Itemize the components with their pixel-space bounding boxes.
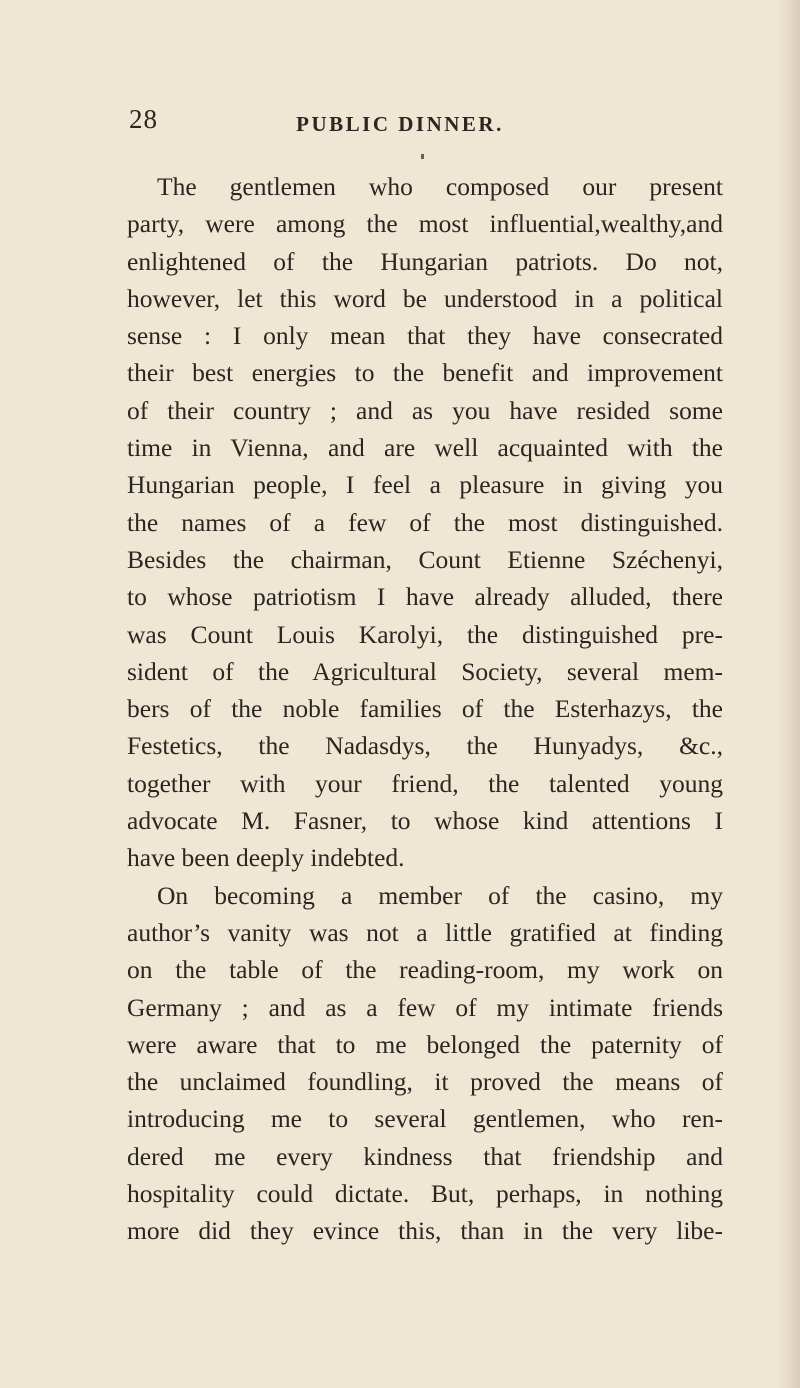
printer-mark xyxy=(421,154,424,159)
text-line: On becoming a member of the casino, my xyxy=(157,880,723,910)
text-line: to whose patriotism I have already alluded, there xyxy=(127,582,723,612)
text-line: dered me every kindness that friendship and xyxy=(127,1141,723,1171)
text-line: party, were among the most influential,wealthy,and xyxy=(127,209,723,239)
text-line: have been deeply indebted. xyxy=(127,843,405,873)
text-line: together with your friend, the talented young xyxy=(127,768,723,798)
body-text xyxy=(127,168,723,1250)
text-line: sense : I only mean that they have consecrated xyxy=(127,321,723,351)
text-line: however, let this word be understood in a political xyxy=(127,283,723,313)
text-line: the unclaimed foundling, it proved the means of xyxy=(127,1067,723,1097)
text-line: hospitality could dictate. But, perhaps, in nothing xyxy=(127,1179,723,1209)
text-line: was Count Louis Karolyi, the distinguished pre- xyxy=(127,619,723,649)
text-line: author’s vanity was not a little gratified at finding xyxy=(127,917,723,947)
text-line: sident of the Agricultural Society, several mem- xyxy=(127,656,723,686)
text-line: more did they evince this, than in the very libe- xyxy=(127,1216,723,1246)
text-line: the names of a few of the most distinguished. xyxy=(127,507,723,537)
text-line: Festetics, the Nadasdys, the Hunyadys, &c., xyxy=(127,731,723,761)
page-number: 28 xyxy=(129,104,158,134)
text-line: of their country ; and as you have resided some xyxy=(127,395,723,425)
text-line: Hungarian people, I feel a pleasure in giving you xyxy=(127,470,723,500)
text-line: enlightened of the Hungarian patriots. Do not, xyxy=(127,246,723,276)
text-line: bers of the noble families of the Esterhazys, the xyxy=(127,694,723,724)
running-head: PUBLIC DINNER. xyxy=(296,112,504,136)
text-line: introducing me to several gentlemen, who ren- xyxy=(127,1104,723,1134)
page-edge-shadow xyxy=(778,0,800,1388)
text-line: Besides the chairman, Count Etienne Széchenyi, xyxy=(127,544,723,574)
paragraph-1 xyxy=(127,168,723,877)
paragraph-2 xyxy=(127,877,723,1250)
text-line: advocate M. Fasner, to whose kind attentions I xyxy=(127,806,723,836)
text-line: on the table of the reading-room, my work on xyxy=(127,955,723,985)
text-line: time in Vienna, and are well acquainted with the xyxy=(127,433,723,463)
text-line: were aware that to me belonged the paternity of xyxy=(127,1029,723,1059)
text-line: their best energies to the benefit and improvement xyxy=(127,358,723,388)
text-line: The gentlemen who composed our present xyxy=(157,172,723,201)
text-line: Germany ; and as a few of my intimate friends xyxy=(127,992,723,1022)
